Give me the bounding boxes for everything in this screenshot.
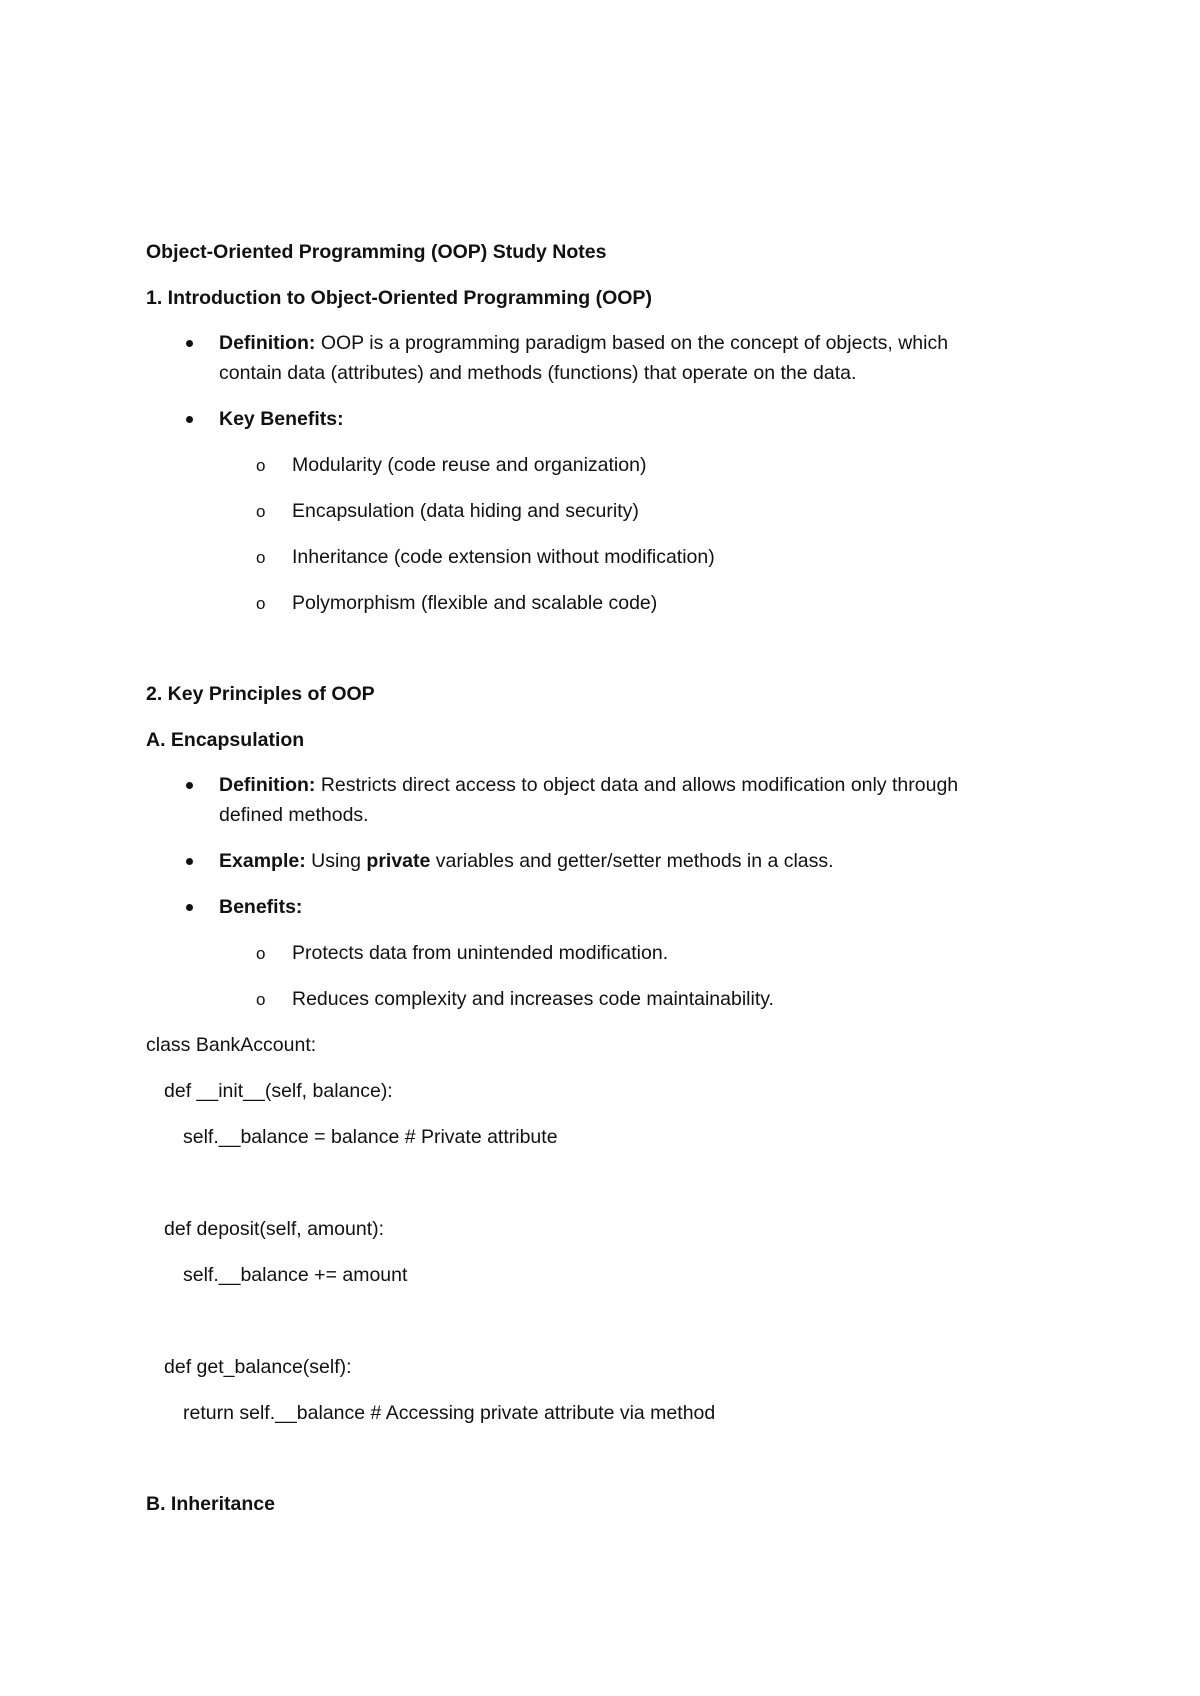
subsection-a-heading: A. Encapsulation (146, 729, 305, 751)
encapsulation-example (219, 848, 834, 874)
encapsulation-benefits-label: Benefits: (219, 896, 303, 918)
code-line: return self.__balance # Accessing private attribute via method (183, 1402, 716, 1424)
example-text-pre: Using (305, 850, 367, 872)
definition-line-1 (219, 330, 948, 356)
bullet-icon (186, 416, 193, 423)
page-title: Object-Oriented Programming (OOP) Study Notes (146, 241, 607, 263)
encapsulation-definition-line-2: defined methods. (219, 804, 369, 826)
subsection-b-heading: B. Inheritance (146, 1493, 275, 1515)
circle-bullet-icon: o (256, 944, 266, 963)
encapsulation-benefit-item: Protects data from unintended modification. (292, 942, 669, 964)
bullet-icon (186, 340, 193, 347)
code-line: self.__balance += amount (183, 1264, 408, 1286)
code-line: class BankAccount: (146, 1034, 317, 1056)
circle-bullet-icon: o (256, 456, 266, 475)
benefit-item: Modularity (code reuse and organization) (292, 454, 647, 476)
section-2-heading: 2. Key Principles of OOP (146, 683, 375, 705)
encapsulation-benefit-item: Reduces complexity and increases code maintainability. (292, 988, 774, 1010)
example-keyword: private (366, 850, 431, 872)
circle-bullet-icon: o (256, 594, 266, 613)
benefit-item: Encapsulation (data hiding and security) (292, 500, 639, 522)
benefit-item: Inheritance (code extension without modification) (292, 546, 715, 568)
section-1-heading: 1. Introduction to Object-Oriented Programming (OOP) (146, 287, 652, 309)
definition-text: OOP is a programming paradigm based on the concept of objects, which (315, 332, 949, 354)
code-line: def __init__(self, balance): (164, 1080, 393, 1102)
bullet-icon (186, 782, 193, 789)
code-line: def get_balance(self): (164, 1356, 352, 1378)
circle-bullet-icon: o (256, 990, 266, 1009)
benefit-item: Polymorphism (flexible and scalable code) (292, 592, 658, 614)
definition-label: Definition: (219, 332, 316, 354)
encapsulation-definition-line-1 (219, 772, 958, 798)
example-text-post: variables and getter/setter methods in a class. (430, 850, 834, 872)
definition-text: Restricts direct access to object data and allows modification only through (315, 774, 959, 796)
circle-bullet-icon: o (256, 502, 266, 521)
example-label: Example: (219, 850, 306, 872)
code-line: self.__balance = balance # Private attribute (183, 1126, 558, 1148)
code-line: def deposit(self, amount): (164, 1218, 385, 1240)
definition-line-2: contain data (attributes) and methods (functions) that operate on the data. (219, 362, 857, 384)
circle-bullet-icon: o (256, 548, 266, 567)
bullet-icon (186, 858, 193, 865)
definition-label: Definition: (219, 774, 316, 796)
key-benefits-label: Key Benefits: (219, 408, 344, 430)
bullet-icon (186, 904, 193, 911)
